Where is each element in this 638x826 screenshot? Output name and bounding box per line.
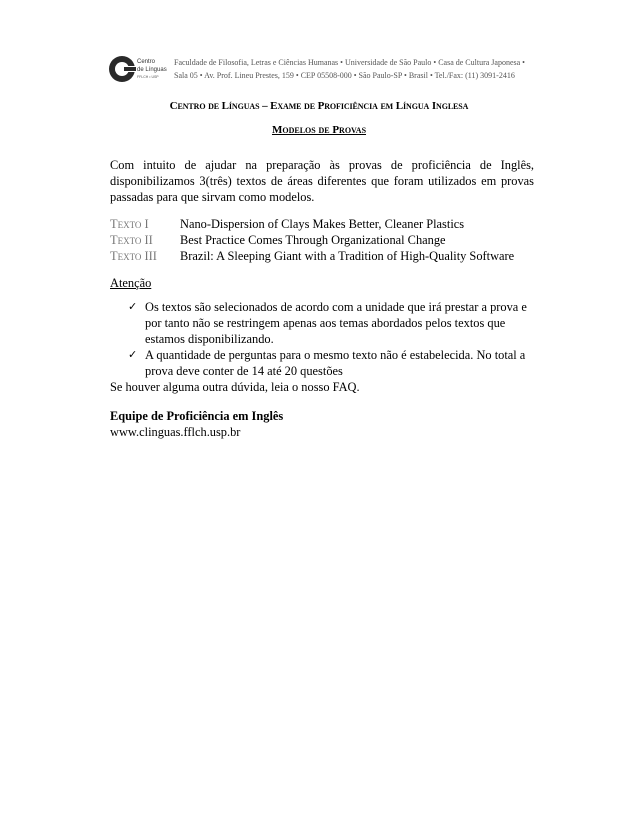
letterhead-line-2: Sala 05 • Av. Prof. Lineu Prestes, 159 • CEP 05508-000 • São Paulo-SP • Brasil • Tel./Fax: (11) 3091-2416 <box>174 71 515 80</box>
text-item <box>110 248 540 264</box>
logo-line3: FFLCH • USP <box>137 75 159 79</box>
text-item <box>110 232 540 248</box>
intro-paragraph: Com intuito de ajudar na preparação às provas de proficiência de Inglês, disponibilizamos 3(três) textos de áreas diferentes que foram utilizados em provas passadas para que sirvam como modelos. <box>110 158 534 204</box>
list-item-text: Os textos são selecionados de acordo com a unidade que irá prestar a prova e por tanto não se restringem apenas aos temas abordados pelos textos que estamos disponibilizando. <box>145 300 527 346</box>
logo-line1: Centro <box>137 59 156 65</box>
website-link[interactable]: www.clinguas.fflch.usp.br <box>110 425 241 439</box>
text-list <box>110 216 540 264</box>
logo-line2: de Línguas <box>137 67 167 73</box>
attention-heading: Atenção <box>110 276 152 290</box>
checkmark-icon: ✓ <box>128 348 138 361</box>
team-signature: Equipe de Proficiência em Inglês <box>110 409 284 423</box>
centro-de-linguas-logo <box>108 54 172 84</box>
text-title: Brazil: A Sleeping Giant with a Tradition of High-Quality Software <box>180 249 515 263</box>
text-title: Best Practice Comes Through Organizational Change <box>180 233 446 247</box>
checkmark-icon: ✓ <box>128 300 138 313</box>
list-item-text: A quantidade de perguntas para o mesmo texto não é estabelecida. No total a prova deve conter de 14 até 20 questões <box>145 348 526 378</box>
faq-note: Se houver alguma outra dúvida, leia o nosso FAQ. <box>110 380 360 394</box>
letterhead <box>108 54 548 84</box>
text-title: Nano-Dispersion of Clays Makes Better, Cleaner Plastics <box>180 217 465 231</box>
document-subtitle: Modelos de Provas <box>271 124 367 136</box>
document-title: Centro de Línguas – Exame de Proficiência em Língua Inglesa <box>169 100 469 112</box>
list-item <box>128 299 543 347</box>
text-label: Texto III <box>110 249 157 263</box>
letterhead-address <box>174 56 554 82</box>
list-item <box>128 347 543 379</box>
attention-list <box>128 299 543 379</box>
text-item <box>110 216 540 232</box>
text-label: Texto I <box>110 217 149 231</box>
letterhead-line-1: Faculdade de Filosofia, Letras e Ciências Humanas • Universidade de São Paulo • Casa de Cultura Japonesa • <box>174 58 525 67</box>
text-label: Texto II <box>110 233 153 247</box>
